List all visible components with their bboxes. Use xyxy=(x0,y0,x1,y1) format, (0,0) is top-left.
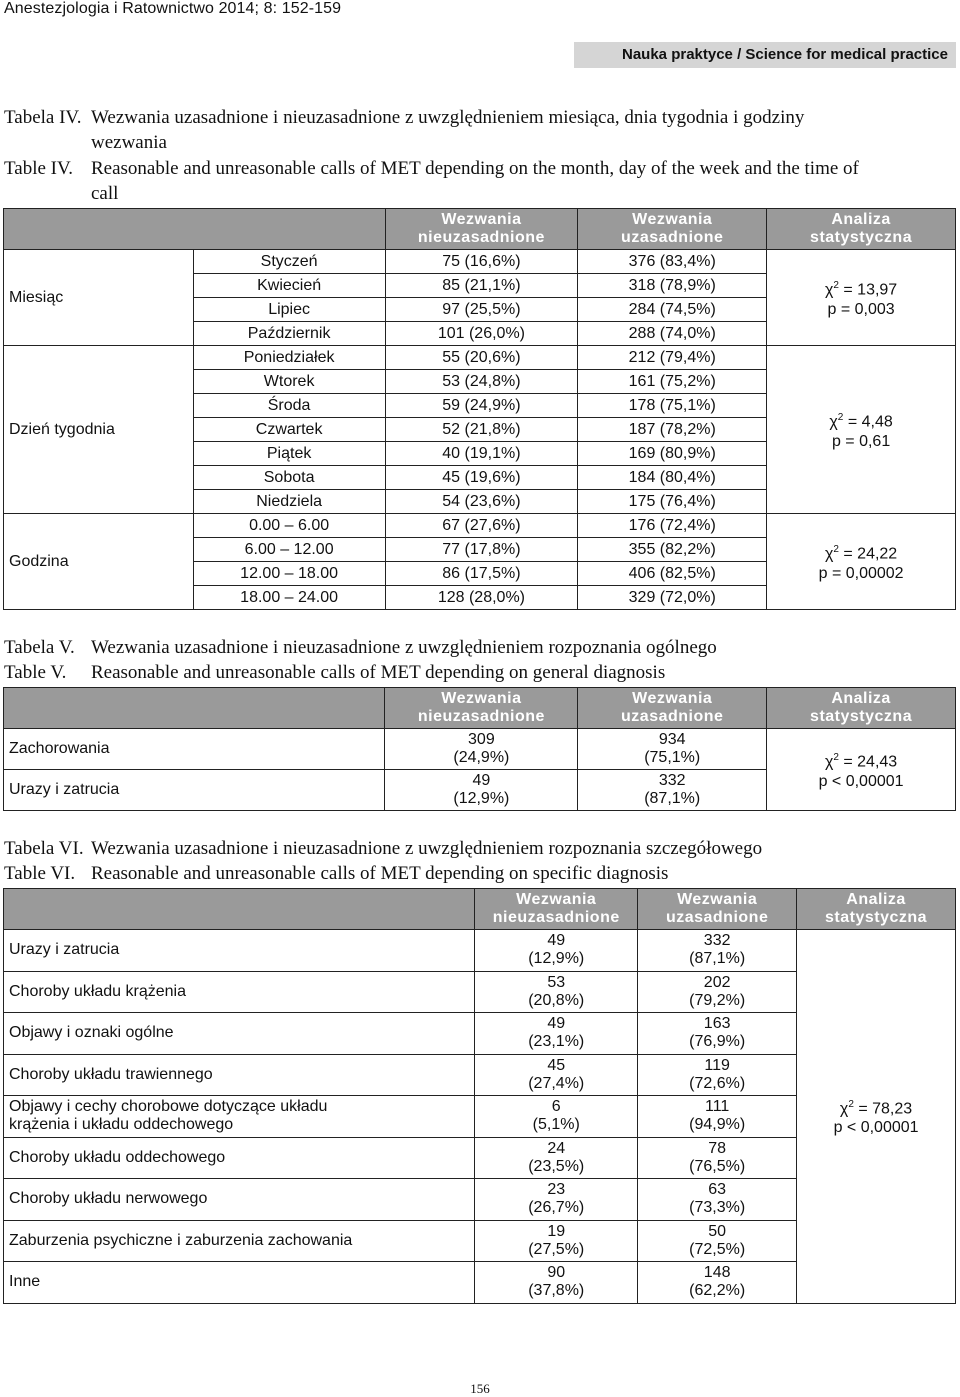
count: 53 xyxy=(547,973,566,991)
percent: (73,3%) xyxy=(689,1199,746,1217)
row-label: Niedziela xyxy=(193,490,385,514)
percent: (37,8%) xyxy=(528,1282,585,1300)
count: 163 xyxy=(703,1015,731,1033)
percent: (23,5%) xyxy=(528,1157,585,1175)
percent: (76,9%) xyxy=(689,1033,746,1051)
reasonable-cell xyxy=(638,1096,797,1138)
unreasonable-cell: 77 (17,8%) xyxy=(385,538,578,562)
percent: (12,9%) xyxy=(453,790,510,807)
chi-exponent: 2 xyxy=(848,1099,854,1111)
chi-symbol: χ xyxy=(824,753,834,771)
table5-caption-en xyxy=(4,660,954,685)
count: 23 xyxy=(547,1181,566,1199)
section-banner: Nauka praktyce / Science for medical practice xyxy=(574,42,956,68)
statistics-cell xyxy=(767,346,956,514)
percent: (76,5%) xyxy=(689,1157,746,1175)
reasonable-cell: 178 (75,1%) xyxy=(578,394,767,418)
count: 49 xyxy=(547,1015,566,1033)
row-label-line1: Choroby układu krążenia xyxy=(9,982,186,1000)
count: 119 xyxy=(704,1056,730,1074)
table-row xyxy=(4,514,956,538)
chi-value: = 78,23 xyxy=(858,1100,913,1118)
row-label: Środa xyxy=(193,394,385,418)
row-label-line1: Objawy i oznaki ogólne xyxy=(9,1024,174,1042)
row-label: Lipiec xyxy=(193,298,385,322)
reasonable-cell xyxy=(638,1013,797,1055)
count: 50 xyxy=(708,1222,727,1240)
table-5 xyxy=(3,687,956,811)
percent: (62,2%) xyxy=(689,1282,746,1300)
row-label-line2: krążenia i układu oddechowego xyxy=(9,1116,234,1134)
count: 78 xyxy=(708,1139,727,1157)
chi-symbol: χ xyxy=(824,545,834,563)
count: 202 xyxy=(703,973,731,991)
unreasonable-cell xyxy=(475,1137,638,1179)
p-value: p = 0,61 xyxy=(831,432,891,450)
table4-label-pl: Tabela IV. xyxy=(4,107,82,128)
reasonable-cell xyxy=(638,971,797,1013)
reasonable-cell xyxy=(578,770,767,811)
table4-caption-en-text: Reasonable and unreasonable calls of MET depending on the month, day of the week and the time of xyxy=(91,158,859,179)
row-label: Piątek xyxy=(193,442,385,466)
row-label: Styczeń xyxy=(193,250,385,274)
journal-citation: Anestezjologia i Ratownictwo 2014; 8: 152-159 xyxy=(4,0,342,17)
unreasonable-cell xyxy=(385,770,578,811)
row-label xyxy=(4,1220,475,1262)
percent: (12,9%) xyxy=(528,950,585,968)
row-label xyxy=(4,1096,475,1138)
reasonable-cell: 406 (82,5%) xyxy=(578,562,767,586)
table4-caption-pl-text: Wezwania uzasadnione i nieuzasadnione z uwzględnieniem miesiąca, dnia tygodnia i godziny xyxy=(91,107,805,128)
table-6 xyxy=(3,888,956,1304)
reasonable-cell: 329 (72,0%) xyxy=(578,586,767,610)
unreasonable-cell xyxy=(475,1013,638,1055)
p-value: p = 0,003 xyxy=(827,300,895,318)
row-label xyxy=(4,1262,475,1304)
row-label: 18.00 – 24.00 xyxy=(193,586,385,610)
table6-label-en: Table VI. xyxy=(4,863,76,884)
chi-square-value xyxy=(767,540,955,563)
table5-caption-pl-text: Wezwania uzasadnione i nieuzasadnione z uwzględnieniem rozpoznania ogólnego xyxy=(91,637,717,658)
count: 63 xyxy=(708,1181,727,1199)
count: 49 xyxy=(547,932,566,950)
percent: (26,7%) xyxy=(528,1199,585,1217)
row-label xyxy=(4,1179,475,1221)
table6-header-reasonable: Wezwania uzasadnione xyxy=(638,889,797,930)
unreasonable-cell: 101 (26,0%) xyxy=(385,322,578,346)
count: 24 xyxy=(547,1139,566,1157)
table4-caption-en-text-cont: call xyxy=(91,183,119,204)
count: 332 xyxy=(703,932,731,950)
table-row xyxy=(4,729,956,770)
reasonable-cell: 355 (82,2%) xyxy=(578,538,767,562)
percent: (75,1%) xyxy=(644,749,701,766)
reasonable-cell: 187 (78,2%) xyxy=(578,418,767,442)
table6-caption-pl xyxy=(4,836,954,861)
table-row xyxy=(4,930,956,972)
table6-caption-pl-text: Wezwania uzasadnione i nieuzasadnione z uwzględnieniem rozpoznania szczegółowego xyxy=(91,838,763,859)
group-label: Godzina xyxy=(4,514,194,610)
percent: (79,2%) xyxy=(689,991,746,1009)
row-label: 6.00 – 12.00 xyxy=(193,538,385,562)
unreasonable-cell xyxy=(475,930,638,972)
table4-caption-pl-text-cont: wezwania xyxy=(91,132,167,153)
p-value: p < 0,00001 xyxy=(833,1119,919,1137)
unreasonable-cell: 97 (25,5%) xyxy=(385,298,578,322)
reasonable-cell: 284 (74,5%) xyxy=(578,298,767,322)
table5-caption-en-text: Reasonable and unreasonable calls of MET depending on general diagnosis xyxy=(91,662,666,683)
percent: (87,1%) xyxy=(644,790,701,807)
statistics-cell xyxy=(767,250,956,346)
chi-square-value xyxy=(797,1095,955,1118)
reasonable-cell: 184 (80,4%) xyxy=(578,466,767,490)
unreasonable-cell: 40 (19,1%) xyxy=(385,442,578,466)
unreasonable-cell: 128 (28,0%) xyxy=(385,586,578,610)
chi-symbol: χ xyxy=(829,413,838,431)
reasonable-cell: 175 (76,4%) xyxy=(578,490,767,514)
chi-exponent: 2 xyxy=(833,280,839,292)
table5-header-unreasonable: Wezwania nieuzasadnione xyxy=(385,688,578,729)
count: 45 xyxy=(547,1056,566,1074)
chi-symbol: χ xyxy=(839,1100,849,1118)
count: 934 xyxy=(658,731,686,748)
row-label: 12.00 – 18.00 xyxy=(193,562,385,586)
table5-label-en: Table V. xyxy=(4,662,67,683)
row-label: Zachorowania xyxy=(4,729,385,770)
row-label xyxy=(4,1054,475,1096)
row-label: Sobota xyxy=(193,466,385,490)
reasonable-cell: 212 (79,4%) xyxy=(578,346,767,370)
row-label-line1: Choroby układu nerwowego xyxy=(9,1190,208,1208)
table4-corner xyxy=(4,209,386,250)
chi-value: = 24,22 xyxy=(843,545,898,563)
unreasonable-cell xyxy=(475,1220,638,1262)
chi-value: = 24,43 xyxy=(843,753,898,771)
count: 19 xyxy=(547,1222,566,1240)
table4-header-reasonable: Wezwania uzasadnione xyxy=(578,209,767,250)
table6-header-unreasonable: Wezwania nieuzasadnione xyxy=(475,889,638,930)
percent: (5,1%) xyxy=(532,1116,580,1134)
count: 111 xyxy=(704,1098,730,1116)
row-label xyxy=(4,1137,475,1179)
table5-caption-pl xyxy=(4,635,954,660)
row-label: Poniedziałek xyxy=(193,346,385,370)
percent: (27,5%) xyxy=(528,1240,585,1258)
reasonable-cell: 318 (78,9%) xyxy=(578,274,767,298)
chi-value: = 13,97 xyxy=(843,281,898,299)
row-label: Kwiecień xyxy=(193,274,385,298)
percent: (27,4%) xyxy=(528,1074,585,1092)
page-number: 156 xyxy=(470,1381,490,1396)
count: 148 xyxy=(703,1264,731,1282)
chi-square-value xyxy=(767,276,955,299)
row-label xyxy=(4,1013,475,1055)
table-row xyxy=(4,346,956,370)
unreasonable-cell: 55 (20,6%) xyxy=(385,346,578,370)
unreasonable-cell: 75 (16,6%) xyxy=(385,250,578,274)
p-value: p < 0,00001 xyxy=(818,772,904,790)
row-label: Urazy i zatrucia xyxy=(4,770,385,811)
p-value: p = 0,00002 xyxy=(818,564,904,582)
reasonable-cell: 176 (72,4%) xyxy=(578,514,767,538)
chi-exponent: 2 xyxy=(833,752,839,764)
percent: (20,8%) xyxy=(528,991,585,1009)
row-label-line1: Choroby układu trawiennego xyxy=(9,1065,213,1083)
percent: (87,1%) xyxy=(689,950,746,968)
table4-caption-en xyxy=(4,156,954,206)
reasonable-cell xyxy=(638,930,797,972)
reasonable-cell xyxy=(638,1262,797,1304)
reasonable-cell xyxy=(638,1220,797,1262)
percent: (72,5%) xyxy=(689,1240,746,1258)
unreasonable-cell: 53 (24,8%) xyxy=(385,370,578,394)
row-label-line1: Inne xyxy=(9,1273,41,1291)
table6-corner xyxy=(4,889,475,930)
unreasonable-cell: 52 (21,8%) xyxy=(385,418,578,442)
chi-square-value xyxy=(767,408,955,431)
unreasonable-cell: 59 (24,9%) xyxy=(385,394,578,418)
table-row xyxy=(4,250,956,274)
unreasonable-cell xyxy=(385,729,578,770)
row-label-line1: Choroby układu oddechowego xyxy=(9,1148,226,1166)
percent: (24,9%) xyxy=(453,749,510,766)
unreasonable-cell xyxy=(475,1096,638,1138)
reasonable-cell xyxy=(638,1054,797,1096)
percent: (94,9%) xyxy=(689,1116,746,1134)
unreasonable-cell: 45 (19,6%) xyxy=(385,466,578,490)
row-label: Wtorek xyxy=(193,370,385,394)
row-label: Czwartek xyxy=(193,418,385,442)
reasonable-cell: 161 (75,2%) xyxy=(578,370,767,394)
table4-header-unreasonable: Wezwania nieuzasadnione xyxy=(385,209,578,250)
reasonable-cell: 169 (80,9%) xyxy=(578,442,767,466)
count: 90 xyxy=(547,1264,566,1282)
row-label xyxy=(4,971,475,1013)
table4-caption-pl xyxy=(4,105,954,155)
unreasonable-cell xyxy=(475,971,638,1013)
chi-square-value xyxy=(767,748,955,771)
unreasonable-cell: 67 (27,6%) xyxy=(385,514,578,538)
group-label: Dzień tygodnia xyxy=(4,346,194,514)
row-label: 0.00 – 6.00 xyxy=(193,514,385,538)
unreasonable-cell: 85 (21,1%) xyxy=(385,274,578,298)
row-label-line1: Zaburzenia psychiczne i zaburzenia zachowania xyxy=(9,1231,353,1249)
chi-exponent: 2 xyxy=(833,544,839,556)
reasonable-cell xyxy=(638,1179,797,1221)
unreasonable-cell: 86 (17,5%) xyxy=(385,562,578,586)
table5-header-statistics: Analiza statystyczna xyxy=(767,688,956,729)
table5-header-reasonable: Wezwania uzasadnione xyxy=(578,688,767,729)
row-label-line1: Urazy i zatrucia xyxy=(9,941,120,959)
percent: (23,1%) xyxy=(528,1033,585,1051)
table-4 xyxy=(3,208,956,610)
reasonable-cell xyxy=(578,729,767,770)
percent: (72,6%) xyxy=(689,1074,746,1092)
group-label: Miesiąc xyxy=(4,250,194,346)
unreasonable-cell xyxy=(475,1179,638,1221)
reasonable-cell: 288 (74,0%) xyxy=(578,322,767,346)
chi-symbol: χ xyxy=(824,281,834,299)
statistics-cell xyxy=(767,729,956,811)
table6-header-statistics: Analiza statystyczna xyxy=(797,889,956,930)
reasonable-cell: 376 (83,4%) xyxy=(578,250,767,274)
chi-value: = 4,48 xyxy=(847,413,893,431)
row-label-line1: Objawy i cechy chorobowe dotyczące układu xyxy=(9,1098,328,1116)
unreasonable-cell xyxy=(475,1054,638,1096)
count: 6 xyxy=(551,1098,561,1116)
statistics-cell xyxy=(767,514,956,610)
table5-corner xyxy=(4,688,385,729)
table5-label-pl: Tabela V. xyxy=(4,637,75,658)
unreasonable-cell: 54 (23,6%) xyxy=(385,490,578,514)
table6-caption-en xyxy=(4,861,954,886)
count: 332 xyxy=(658,772,686,789)
table6-caption-en-text: Reasonable and unreasonable calls of MET depending on specific diagnosis xyxy=(91,863,669,884)
reasonable-cell xyxy=(638,1137,797,1179)
count: 49 xyxy=(472,772,491,789)
table4-label-en: Table IV. xyxy=(4,158,74,179)
count: 309 xyxy=(468,731,495,748)
row-label xyxy=(4,930,475,972)
statistics-cell xyxy=(797,930,956,1304)
row-label: Październik xyxy=(193,322,385,346)
table6-label-pl: Tabela VI. xyxy=(4,838,84,859)
unreasonable-cell xyxy=(475,1262,638,1304)
table4-header-statistics: Analiza statystyczna xyxy=(767,209,956,250)
chi-exponent: 2 xyxy=(837,412,844,424)
